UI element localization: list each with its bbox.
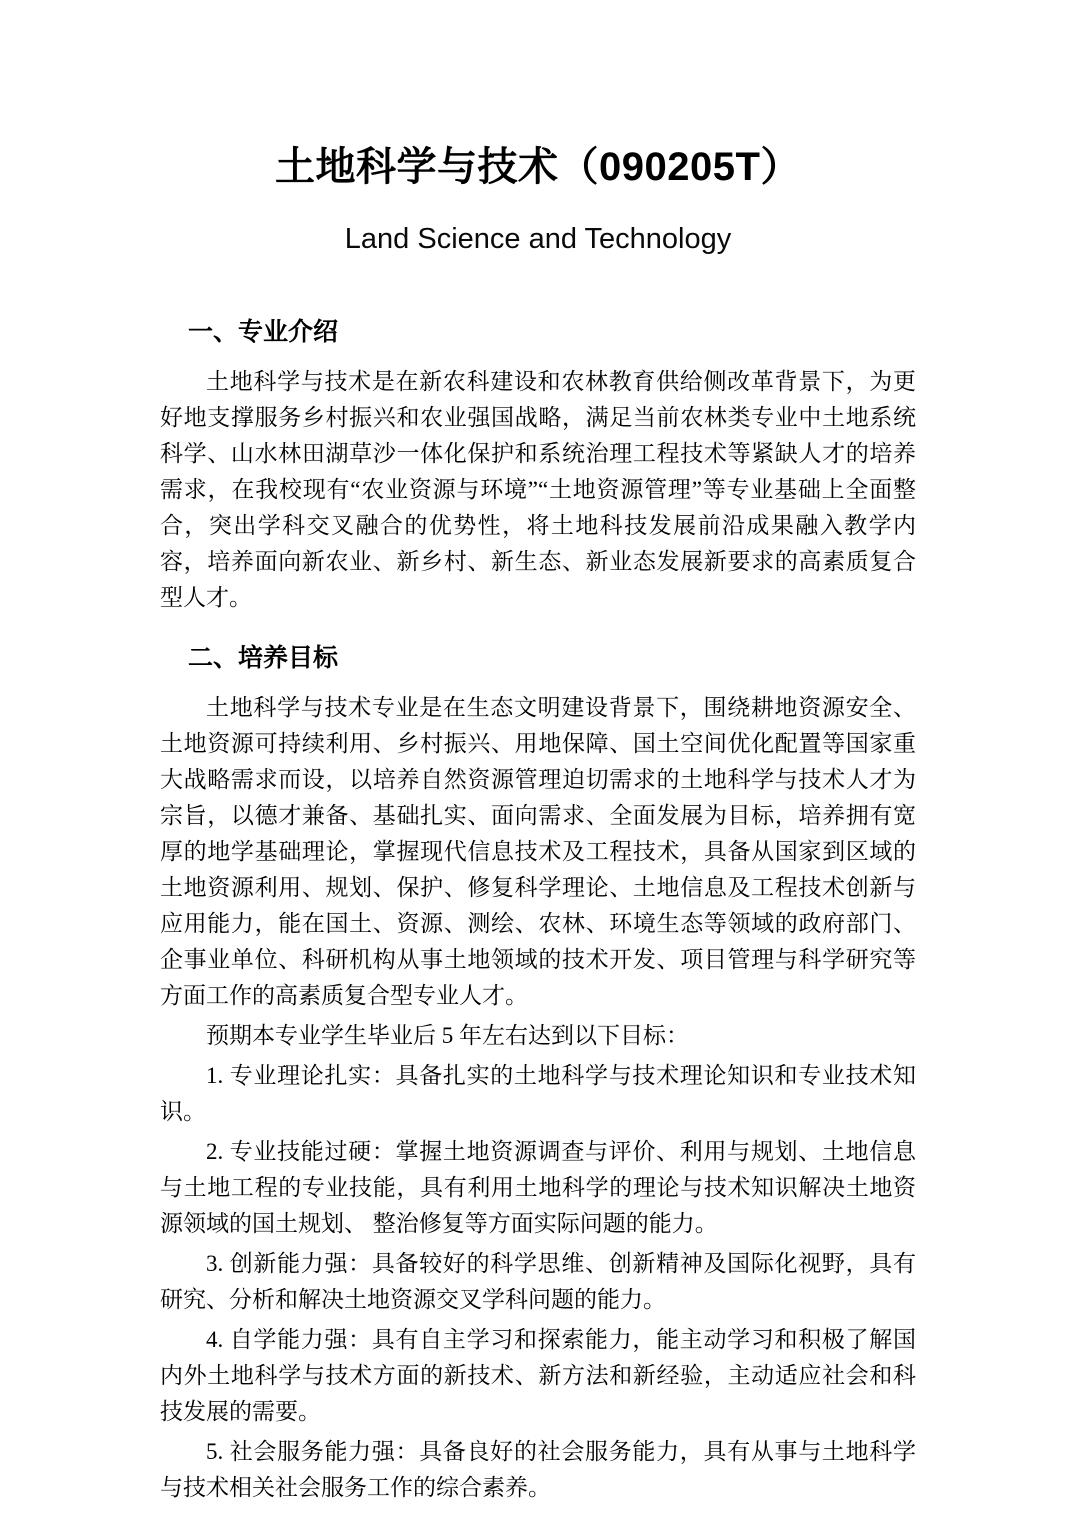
list-item-goal-5: 5. 社会服务能力强：具备良好的社会服务能力，具有从事与土地科学与技术相关社会服务工作的综合素养。 — [160, 1439, 916, 1500]
list-item-goal-2: 2. 专业技能过硬：掌握土地资源调查与评价、利用与规划、土地信息与土地工程的专业技能，具有利用土地科学的理论与技术知识解决土地资源领域的国土规划、 整治修复等方面实际问题的能力。 — [160, 1139, 916, 1236]
paragraph-training-objectives-overview: 土地科学与技术专业是在生态文明建设背景下，围绕耕地资源安全、土地资源可持续利用、乡村振兴、用地保障、国土空间优化配置等国家重大战略需求而设，以培养自然资源管理迫切需求的土地科学与技术人才为宗旨，以德才兼备、基础扎实、面向需求、全面发展为目标，培养拥有宽厚的地学基础理论，掌握现代信息技术及工程技术，具备从国家到区域的土地资源利用、规划、保护、修复科学理论、土地信息及工程技术创新与应用能力，能在国土、资源、测绘、农林、环境生态等领域的政府部门、企事业单位、科研机构从事土地领域的技术开发、项目管理与科学研究等方面工作的高素质复合型专业人才。 — [160, 695, 916, 1008]
section-heading-major-introduction: 一、专业介绍 — [188, 318, 339, 346]
document-title: 土地科学与技术（090205T） — [275, 145, 801, 189]
list-item-goal-3: 3. 创新能力强：具备较好的科学思维、创新精神及国际化视野，具有研究、分析和解决土地资源交叉学科问题的能力。 — [160, 1251, 916, 1312]
document-subtitle: Land Science and Technology — [344, 223, 732, 255]
section-heading-training-objectives: 二、培养目标 — [188, 644, 339, 672]
paragraph-five-year-goals-intro: 预期本专业学生毕业后 5 年左右达到以下目标： — [206, 1023, 689, 1048]
paragraph-major-introduction: 土地科学与技术是在新农科建设和农林教育供给侧改革背景下，为更好地支撑服务乡村振兴和农业强国战略，满足当前农林类专业中土地系统科学、山水林田湖草沙一体化保护和系统治理工程技术等紧缺人才的培养需求，在我校现有“农业资源与环境”“土地资源管理”等专业基础上全面整合，突出学科交叉融合的优势性，将土地科技发展前沿成果融入教学内容，培养面向新农业、新乡村、新生态、新业态发展新要求的高素质复合型人才。 — [160, 369, 916, 610]
list-item-goal-4: 4. 自学能力强：具有自主学习和探索能力，能主动学习和积极了解国内外土地科学与技术方面的新技术、新方法和新经验，主动适应社会和科技发展的需要。 — [160, 1327, 916, 1424]
list-item-goal-1: 1. 专业理论扎实：具备扎实的土地科学与技术理论知识和专业技术知识。 — [160, 1063, 916, 1124]
